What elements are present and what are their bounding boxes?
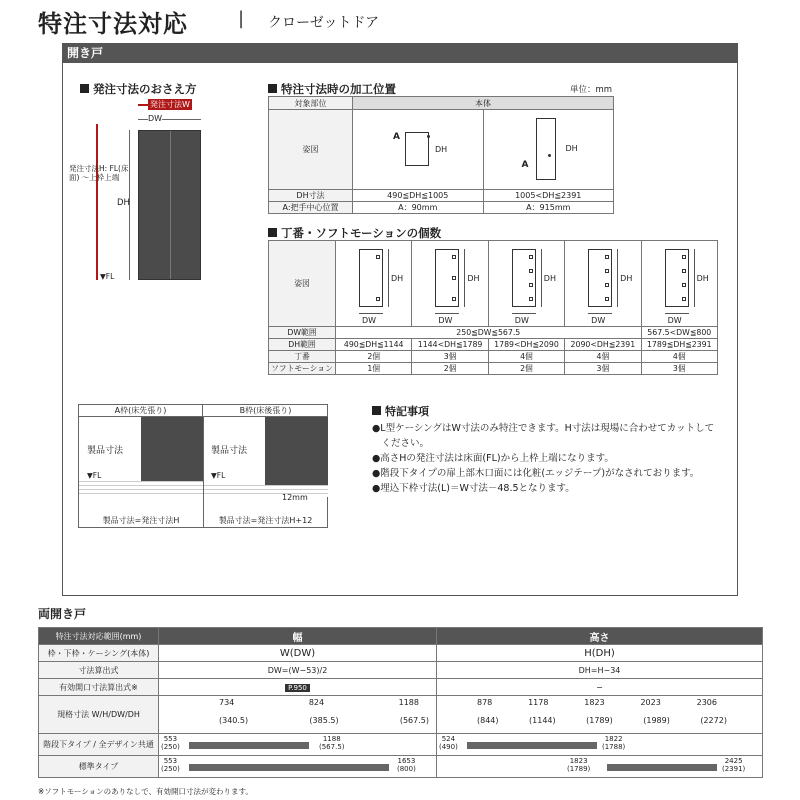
order-h-label: 発注寸法H: FL(床面) ～上枠上端 — [69, 164, 129, 182]
double-door-table — [38, 627, 763, 778]
processing-table — [268, 96, 614, 214]
hinges-row-dw: DW範囲 — [269, 327, 336, 339]
dh-value: (1789) — [586, 716, 613, 725]
order-w-label: 発注寸法W — [150, 100, 190, 109]
p950-badge: P.950 — [285, 684, 310, 692]
dh-value: (1144) — [529, 716, 556, 725]
range-label: 特注寸法対応範囲(mm) — [39, 628, 159, 645]
dh-range: 490≦DH≦1144 — [336, 339, 412, 351]
hinge-fig-5: DH DW — [641, 241, 717, 327]
h-dh: H(DH) — [437, 645, 763, 662]
col-body: 本体 — [353, 97, 614, 110]
h-value: 878 — [477, 698, 493, 707]
row-a: A:把手中心位置 — [269, 202, 353, 214]
row-figure: 姿図 — [269, 110, 353, 190]
order-h-line — [96, 124, 98, 280]
dh-large: 1005<DH≦2391 — [483, 190, 614, 202]
a-small: A：90mm — [353, 202, 484, 214]
dh-range: 2090<DH≦2391 — [565, 339, 641, 351]
w-value: 1188 — [398, 698, 419, 707]
page-title: 特注寸法対応 — [38, 10, 188, 38]
h-value: 2306 — [696, 698, 717, 707]
hinge-count: 4個 — [488, 351, 564, 363]
hinges-row-dh: DH範囲 — [269, 339, 336, 351]
width-label: 幅 — [159, 628, 437, 645]
hinges-row-figure: 姿図 — [269, 241, 336, 327]
dh-range: 1789<DH≦2090 — [488, 339, 564, 351]
dh-value: (1989) — [643, 716, 670, 725]
dw-value: (340.5) — [219, 716, 249, 725]
soft-count: 3個 — [565, 363, 641, 375]
height-label: 高さ — [437, 628, 763, 645]
dh-range: 1789≦DH≦2391 — [641, 339, 717, 351]
std-height-values — [437, 696, 763, 734]
row-standard: 標準タイプ — [39, 756, 159, 778]
note-item: ください。 — [372, 438, 430, 449]
hinges-row-soft: ソフトモーション — [269, 363, 336, 375]
frame-a-caption: 製品寸法=発注寸法H — [102, 516, 180, 525]
soft-count: 2個 — [412, 363, 488, 375]
soft-count: 1個 — [336, 363, 412, 375]
frame-b-caption: 製品寸法=発注寸法H+12 — [218, 516, 313, 525]
frame-b-title: B枠(床後張り) — [203, 405, 328, 417]
frame-a-product: 製品寸法 — [87, 446, 124, 456]
stairs-height-range: 524 (490) 1822 (1788) — [437, 734, 763, 756]
notes-heading: 特記事項 — [372, 404, 727, 419]
hinge-fig-3: DH DW — [488, 241, 564, 327]
howto-heading: 発注寸法のおさえ方 — [80, 81, 197, 97]
hinge-count: 3個 — [412, 351, 488, 363]
door-illustration — [138, 130, 201, 280]
hinge-count: 4個 — [565, 351, 641, 363]
row-frame: 枠・下枠・ケーシング(本体) — [39, 645, 159, 662]
row-stairs: 階段下タイプ / 全デザイン共通 — [39, 734, 159, 756]
unit-label: 単位：mm — [570, 85, 613, 95]
w-value: 734 — [219, 698, 235, 707]
fl-label: ▼FL — [100, 272, 115, 281]
fig-a-label-2: A — [521, 160, 529, 170]
special-notes — [372, 404, 727, 496]
section-bar: 開き戸 — [63, 44, 737, 63]
note-item: ●階段下タイプの扉上部木口面には化粧(エッジテープ)がなされております。 — [372, 468, 700, 479]
frame-a-title: A枠(床先張り) — [79, 405, 203, 417]
double-door-title: 両開き戸 — [38, 607, 87, 621]
standard-width-range: 553 (250) 1653 (800) — [159, 756, 437, 778]
frame-12mm: 12mm — [282, 493, 308, 502]
h-value: 1823 — [584, 698, 605, 707]
h-value: 1178 — [528, 698, 549, 707]
hinges-row-hinge: 丁番 — [269, 351, 336, 363]
hinge-fig-1: DH DW — [336, 241, 412, 327]
row-dh: DH寸法 — [269, 190, 353, 202]
soft-count: 3個 — [641, 363, 717, 375]
note-item: ●高さHの発注寸法は床面(FL)から上枠上端になります。 — [372, 453, 614, 464]
h-value: 2023 — [640, 698, 661, 707]
frame-b-product: 製品寸法 — [211, 446, 248, 456]
dh-range: 1144<DH≦1789 — [412, 339, 488, 351]
frame-diagrams — [78, 404, 328, 528]
hinge-count: 2個 — [336, 351, 412, 363]
fig-a-label: A — [393, 132, 400, 142]
std-width-values — [159, 696, 437, 734]
hinges-table — [268, 240, 718, 375]
dw-formula: DW=(W−53)/2 — [159, 662, 437, 679]
dh-label: DH — [117, 198, 130, 208]
w-value: 824 — [308, 698, 325, 707]
dw-range-1: 250≦DW≦567.5 — [336, 327, 642, 339]
dh-value: (844) — [477, 716, 499, 725]
hinge-count: 4個 — [641, 351, 717, 363]
fig-tall-door — [483, 110, 614, 190]
row-formula: 寸法算出式 — [39, 662, 159, 679]
hinge-fig-4: DH DW — [565, 241, 641, 327]
dh-value: (2272) — [700, 716, 727, 725]
col-target: 対象部位 — [269, 97, 353, 110]
fig-small-door — [353, 110, 484, 190]
page-subtitle: クローゼットドア — [268, 15, 380, 31]
fig-dh-label-2: DH — [565, 144, 578, 153]
processing-heading: 特注寸法時の加工位置 — [268, 81, 396, 97]
title-separator: | — [238, 8, 245, 29]
note-item: ●L型ケーシングはW寸法のみ特注できます。H寸法は現場に合わせてカットして — [372, 423, 715, 434]
dw-label: DW — [148, 114, 163, 123]
hinges-heading: 丁番・ソフトモーションの個数 — [268, 225, 441, 241]
row-std: 規格寸法 W/H/DW/DH — [39, 696, 159, 734]
a-large: A：915mm — [483, 202, 614, 214]
soft-count: 2個 — [488, 363, 564, 375]
w-dw: W(DW) — [159, 645, 437, 662]
note-item: ●埋込下枠寸法(L)＝W寸法－48.5となります。 — [372, 483, 575, 494]
footnote: ※ソフトモーションのありなしで、有効開口寸法が変わります。 — [38, 787, 253, 796]
frame-b-fl: ▼FL — [211, 471, 226, 480]
dw-value: (567.5) — [399, 716, 429, 725]
stairs-width-range: 553 (250) 1188 (567.5) — [159, 734, 437, 756]
dw-range-2: 567.5<DW≦800 — [641, 327, 717, 339]
opening-dash: − — [437, 679, 763, 696]
dw-value: (385.5) — [309, 716, 339, 725]
hinge-fig-2: DH DW — [412, 241, 488, 327]
dh-formula: DH=H−34 — [437, 662, 763, 679]
fig-dh-label: DH — [435, 145, 448, 154]
dh-small: 490≦DH≦1005 — [353, 190, 484, 202]
frame-a-fl: ▼FL — [87, 471, 102, 480]
standard-height-range: 1823 (1789) 2425 (2391) — [437, 756, 763, 778]
row-opening: 有効開口寸法算出式※ — [39, 679, 159, 696]
